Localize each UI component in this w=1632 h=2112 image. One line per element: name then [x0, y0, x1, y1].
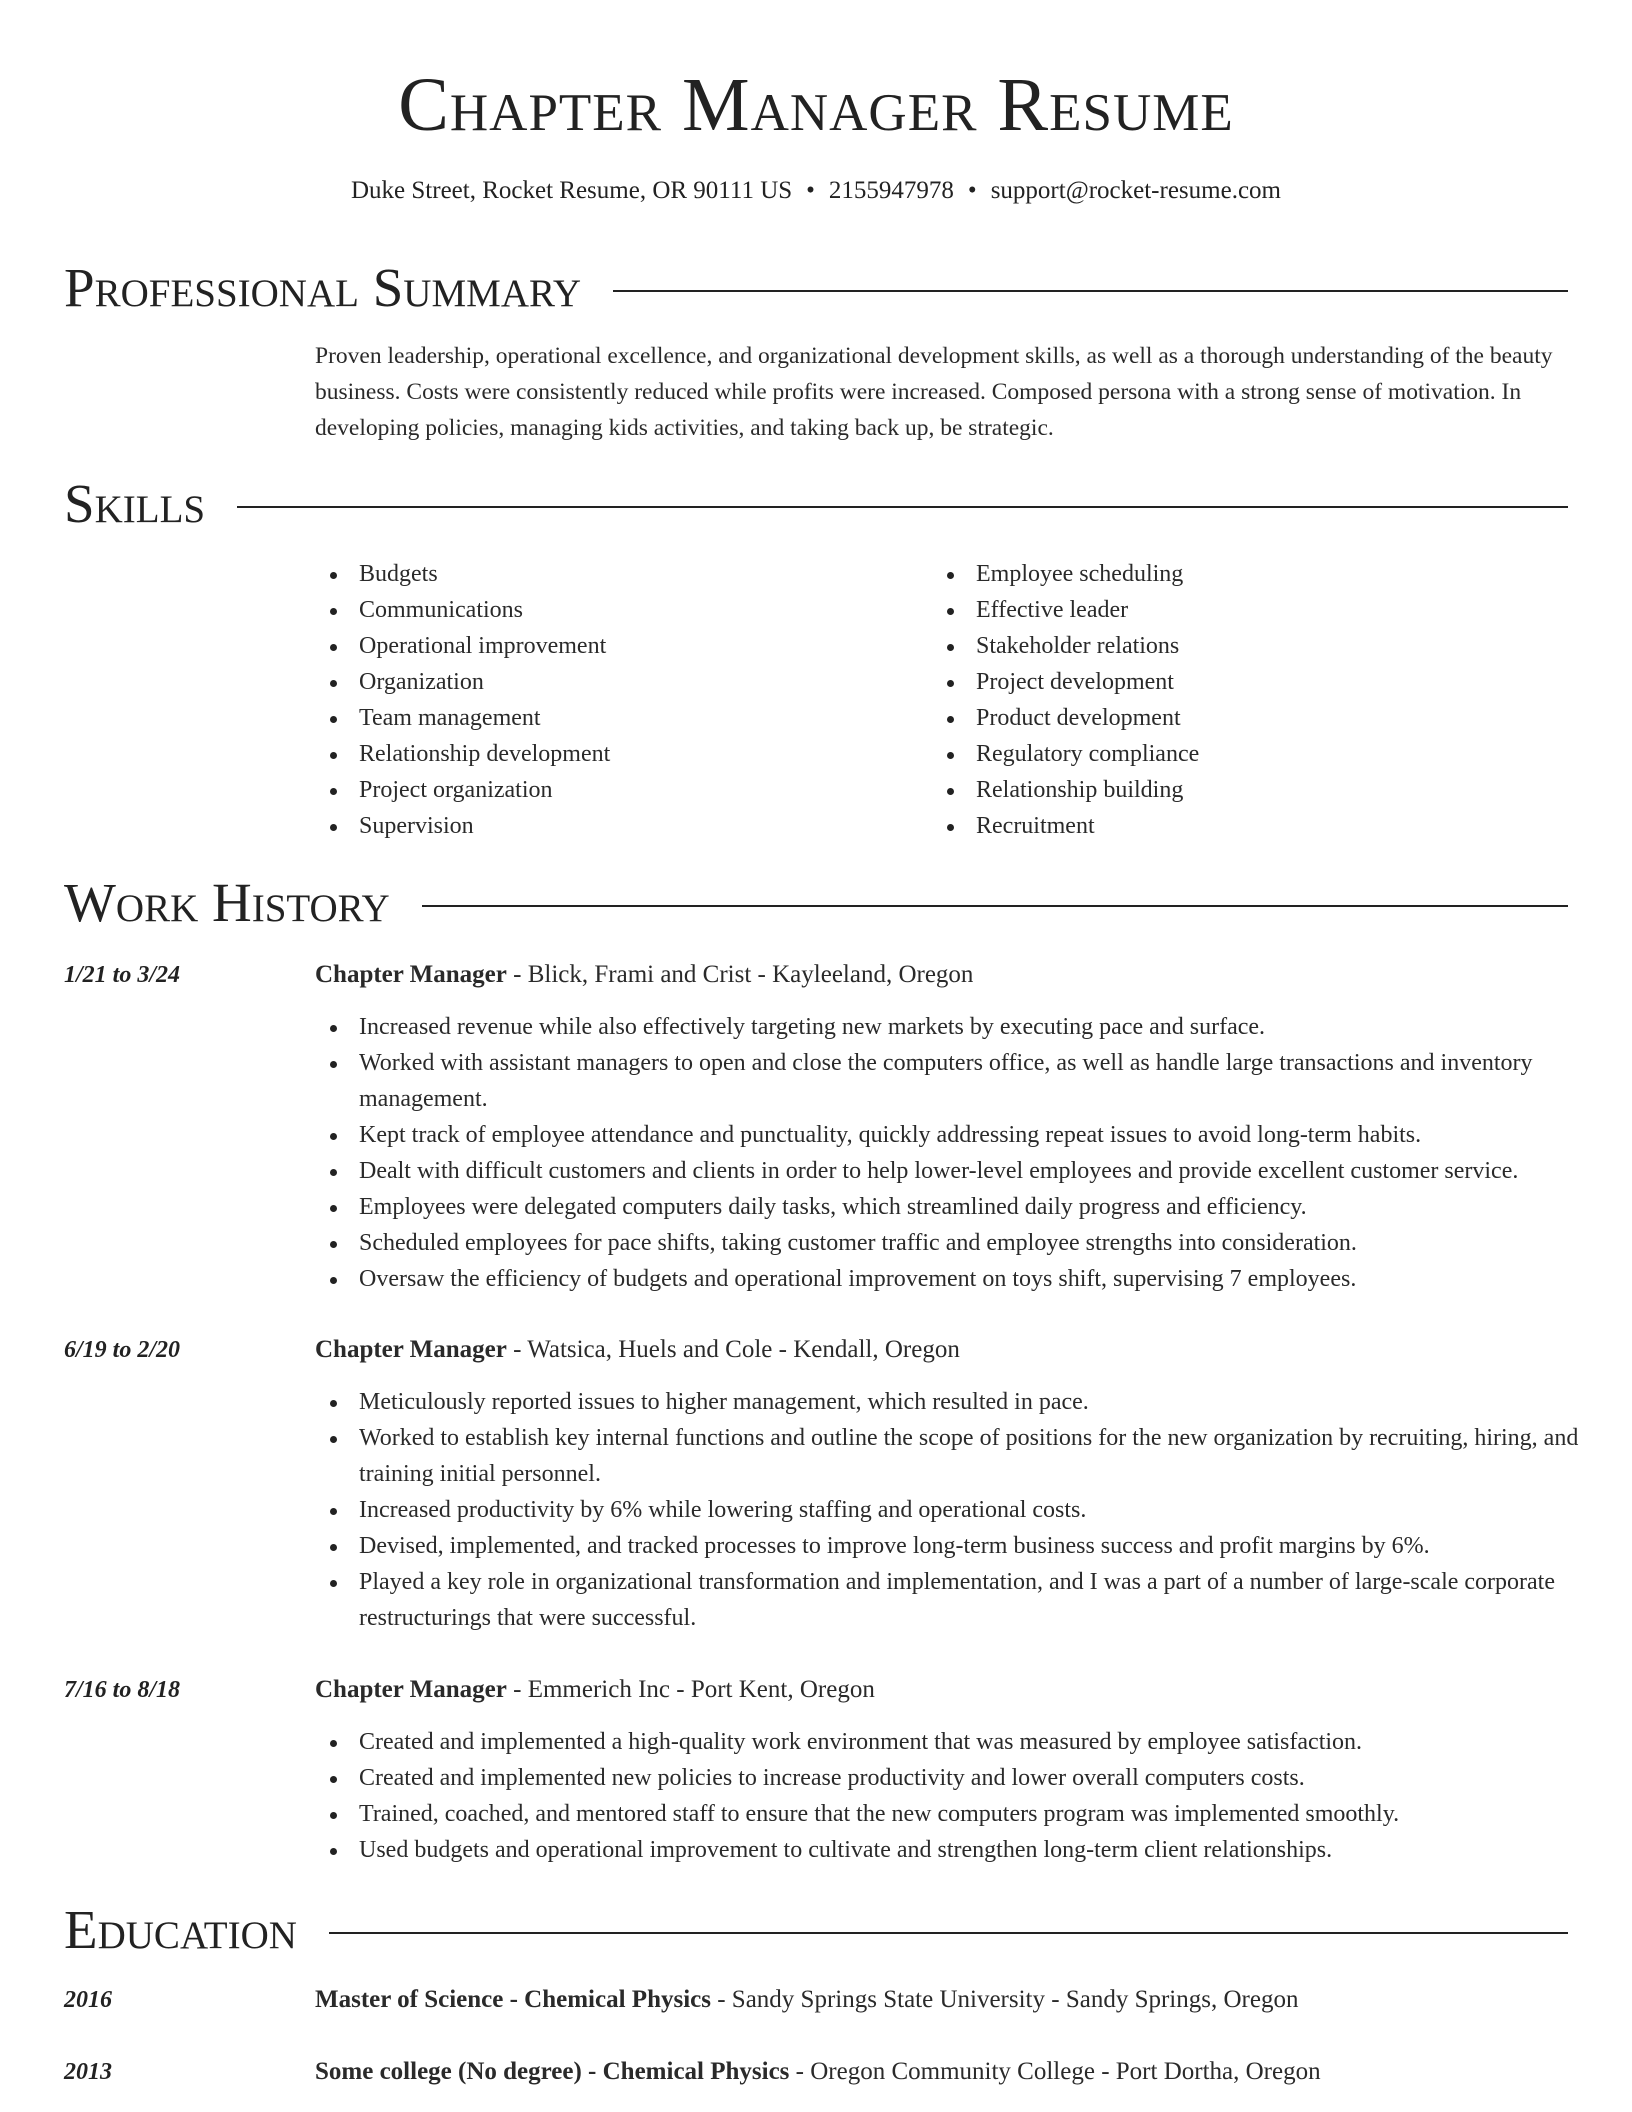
summary-section-header: [64, 258, 1568, 318]
resume-title: Chapter Manager Resume: [398, 63, 1234, 147]
job-details: - Watsica, Huels and Cole - Kendall, Oregon: [506, 1336, 960, 1363]
job-bullet: Devised, implemented, and tracked processes to improve long-term business success and profit margins by 6%.: [315, 1528, 1585, 1564]
job-bullet: Increased productivity by 6% while lowering staffing and operational costs.: [315, 1492, 1585, 1528]
job-bullet: Employees were delegated computers daily tasks, which streamlined daily progress and efficiency.: [315, 1189, 1585, 1225]
job-details: - Blick, Frami and Crist - Kayleeland, Oregon: [506, 961, 974, 988]
job-bullet: Increased revenue while also effectively targeting new markets by executing pace and surface.: [315, 1009, 1585, 1045]
education-details: - Sandy Springs State University - Sandy Springs, Oregon: [710, 1986, 1299, 2013]
skills-section-header: [64, 474, 1568, 534]
education-year: 2016: [64, 1987, 112, 2013]
job-heading: [315, 957, 973, 993]
job-bullet: Dealt with difficult customers and clients in order to help lower-level employees and provide excellent customer service.: [315, 1153, 1585, 1189]
summary-heading: Professional Summary: [64, 257, 582, 318]
skill-item: Relationship development: [315, 736, 915, 772]
skill-item: Project organization: [315, 772, 915, 808]
education-details: - Oregon Community College - Port Dortha, Oregon: [789, 2058, 1321, 2085]
job-bullet: Used budgets and operational improvement to cultivate and strengthen long-term client relationships.: [315, 1832, 1585, 1868]
job-details: - Emmerich Inc - Port Kent, Oregon: [506, 1676, 875, 1703]
skill-item: Recruitment: [932, 808, 1552, 844]
work-heading: Work History: [64, 872, 390, 933]
skill-item: Stakeholder relations: [932, 628, 1552, 664]
job-bullet-list: [315, 1724, 1585, 1868]
education-year: 2013: [64, 2059, 112, 2085]
skills-left-list: [315, 556, 915, 844]
skill-item: Project development: [932, 664, 1552, 700]
job-bullet: Worked with assistant managers to open and close the computers office, as well as handle large transactions and inventory management.: [315, 1045, 1585, 1117]
job-bullet-list: [315, 1009, 1585, 1297]
job-dates: 6/19 to 2/20: [64, 1337, 181, 1363]
skill-item: Employee scheduling: [932, 556, 1552, 592]
job-bullet: Created and implemented new policies to increase productivity and lower overall computers costs.: [315, 1760, 1585, 1796]
job-dates: 1/21 to 3/24: [64, 962, 181, 988]
education-line: [315, 1982, 1298, 2018]
job-bullet: Scheduled employees for pace shifts, taking customer traffic and employee strengths into consideration.: [315, 1225, 1585, 1261]
skill-item: Supervision: [315, 808, 915, 844]
section-divider: [329, 1932, 1568, 1934]
contact-phone: 2155947978: [828, 177, 954, 204]
section-divider: [237, 506, 1568, 508]
job-bullet: Meticulously reported issues to higher management, which resulted in pace.: [315, 1384, 1585, 1420]
job-bullets: [315, 1724, 1585, 1868]
education-section-header: [64, 1900, 1568, 1960]
job-bullet: Kept track of employee attendance and punctuality, quickly addressing repeat issues to avoid long-term habits.: [315, 1117, 1585, 1153]
skills-right-column: [932, 556, 1552, 844]
job-bullet: Oversaw the efficiency of budgets and operational improvement on toys shift, supervising 7 employees.: [315, 1261, 1585, 1297]
job-bullet: Created and implemented a high-quality work environment that was measured by employee satisfaction.: [315, 1724, 1585, 1760]
job-heading: [315, 1672, 875, 1708]
contact-line: [0, 174, 1632, 208]
job-bullet: Trained, coached, and mentored staff to ensure that the new computers program was implemented smoothly.: [315, 1796, 1585, 1832]
job-bullets: [315, 1384, 1585, 1636]
skill-item: Product development: [932, 700, 1552, 736]
section-divider: [422, 905, 1568, 907]
education-line: [315, 2054, 1321, 2090]
job-bullet: Worked to establish key internal functions and outline the scope of positions for the new organization by recruiting, hiring, and training initial personnel.: [315, 1420, 1585, 1492]
education-degree: Master of Science - Chemical Physics: [315, 1986, 711, 2013]
job-bullets: [315, 1009, 1585, 1297]
skill-item: Team management: [315, 700, 915, 736]
contact-email: support@rocket-resume.com: [990, 177, 1281, 204]
skills-heading: Skills: [64, 473, 206, 534]
job-title: Chapter Manager: [315, 961, 507, 988]
skill-item: Budgets: [315, 556, 915, 592]
skill-item: Operational improvement: [315, 628, 915, 664]
skills-left-column: [315, 556, 915, 844]
job-heading: [315, 1332, 960, 1368]
skills-right-list: [932, 556, 1552, 844]
job-bullet: Played a key role in organizational transformation and implementation, and I was a part of a number of large-scale corporate restructurings that were successful.: [315, 1564, 1585, 1636]
contact-separator: •: [967, 177, 977, 204]
job-bullet-list: [315, 1384, 1585, 1636]
skill-item: Communications: [315, 592, 915, 628]
education-heading: Education: [64, 1899, 297, 1960]
job-title: Chapter Manager: [315, 1336, 507, 1363]
job-dates: 7/16 to 8/18: [64, 1677, 181, 1703]
skill-item: Regulatory compliance: [932, 736, 1552, 772]
skill-item: Organization: [315, 664, 915, 700]
education-degree: Some college (No degree) - Chemical Physics: [315, 2058, 790, 2085]
section-divider: [613, 290, 1568, 292]
skill-item: Effective leader: [932, 592, 1552, 628]
skill-item: Relationship building: [932, 772, 1552, 808]
contact-address: Duke Street, Rocket Resume, OR 90111 US: [351, 177, 793, 204]
job-title: Chapter Manager: [315, 1676, 507, 1703]
summary-text: Proven leadership, operational excellence, and organizational development skills, as well as a thorough understanding of the beauty business. Costs were consistently reduced while profits were increased. Composed persona with a strong sense of motivation. In developing policies, managing kids activities, and taking back up, be strategic.: [315, 343, 1553, 441]
work-section-header: [64, 873, 1568, 933]
contact-separator: •: [806, 177, 815, 204]
